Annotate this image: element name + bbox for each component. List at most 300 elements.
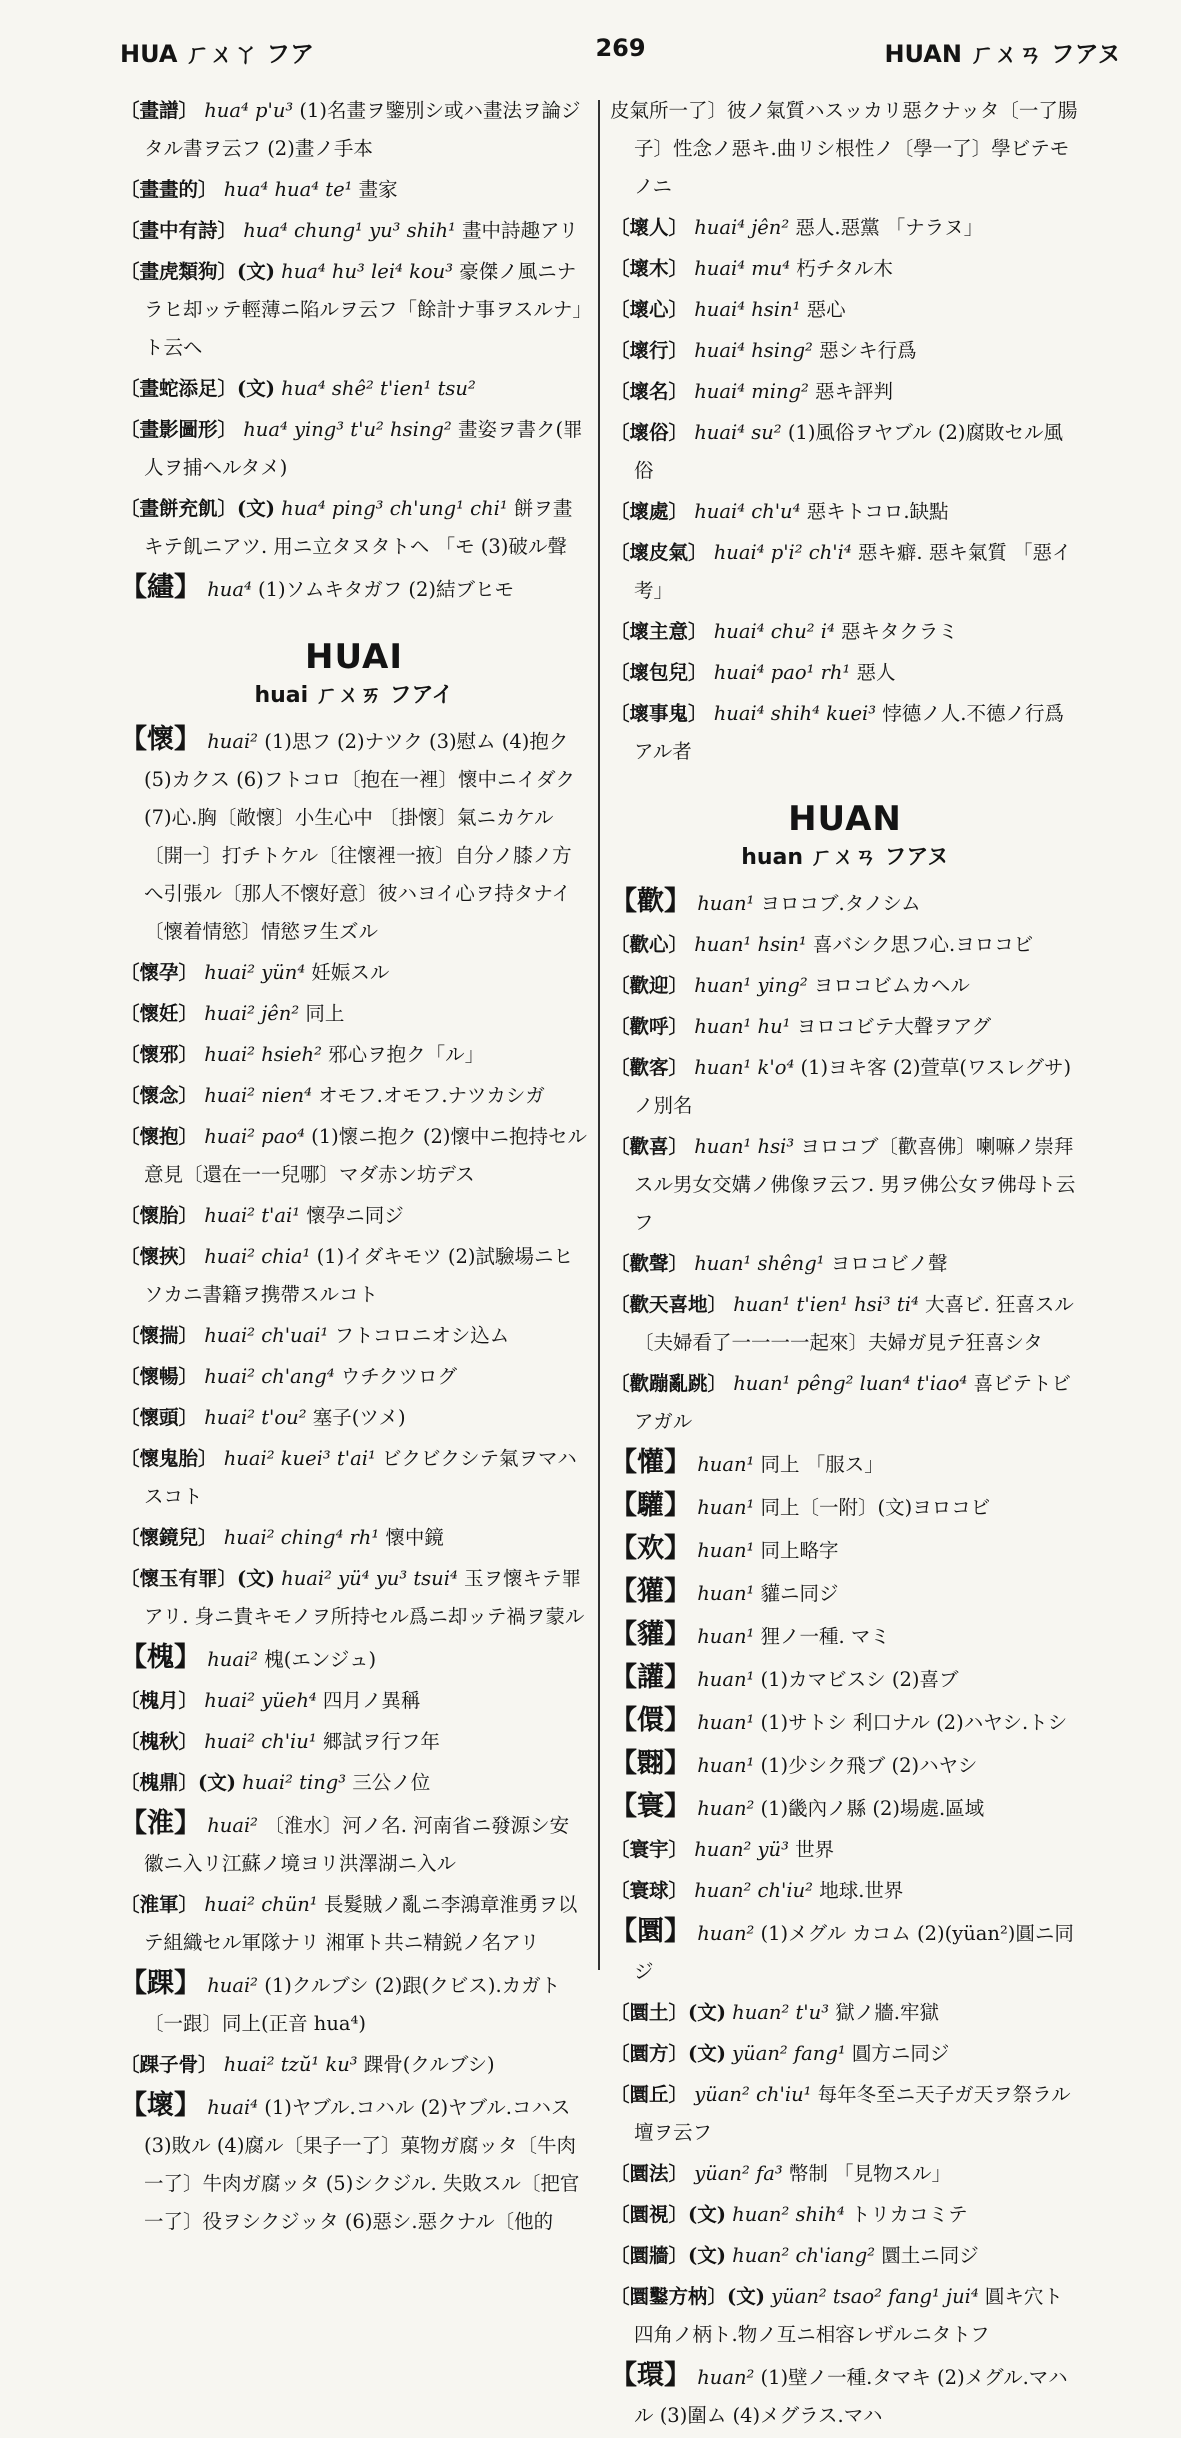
dictionary-entry (120, 411, 588, 487)
entry-romanization: huai² (207, 1974, 259, 1997)
entry-definition: 朽チタル木 (796, 257, 893, 280)
right-column (610, 92, 1080, 2438)
dictionary-entry (120, 2046, 588, 2084)
entry-headword: 〔圜丘〕 (610, 2083, 689, 2106)
entry-headword: 〔畫蛇添足〕(文) (120, 377, 275, 400)
entry-headword: 〔畫畫的〕 (120, 178, 218, 201)
entry-romanization: huan² yü³ (694, 1838, 789, 1861)
entry-romanization: huai² ch'uai¹ (204, 1324, 329, 1347)
entry-headword: 【貛】 (610, 1619, 691, 1650)
entry-romanization: hua⁴ ping³ ch'ung¹ chi¹ (281, 497, 508, 520)
entry-definition: 同上 「服ス」 (760, 1453, 884, 1476)
entry-definition: 每年冬至ニ天子ガ天ヲ祭ラル壇ヲ云フ (634, 2083, 1071, 2144)
section-heading-huan (610, 797, 1080, 875)
entry-romanization: huai² ch'ang⁴ (204, 1365, 335, 1388)
dictionary-entry (610, 1573, 1080, 1613)
dictionary-entry (610, 1128, 1080, 1242)
entry-definition: 惡人 (856, 661, 896, 684)
entry-headword: 【寰】 (610, 1791, 691, 1822)
entry-definition: (1)壁ノ一種.タマキ (2)メグル.マハル (3)圍ム (4)メグラス.マハ (634, 2366, 1068, 2427)
entry-definition: 槐(エンジュ) (264, 1648, 377, 1671)
dictionary-entry (120, 1764, 588, 1802)
entry-definition: 塞子(ツメ) (312, 1406, 406, 1429)
entry-romanization: huai⁴ ming² (694, 380, 809, 403)
entry-headword: 〔懷暢〕 (120, 1365, 199, 1388)
entry-definition: ヨロコブ〔歡喜佛〕喇嘛ノ崇拜スル男女交媾ノ佛像ヲ云フ. 男ヲ佛公女ヲ佛母ト云フ (634, 1135, 1076, 1234)
entry-headword: 〔壞包兒〕 (610, 661, 708, 684)
entry-headword: 〔懷鏡兒〕 (120, 1526, 218, 1549)
entry-headword: 〔懷念〕 (120, 1084, 199, 1107)
entry-headword: 〔槐月〕 (120, 1689, 199, 1712)
entry-definition: オモフ.オモフ.ナツカシガ (318, 1084, 545, 1107)
entry-definition: 圓方ニ同ジ (851, 2042, 950, 2065)
dictionary-entry (120, 1682, 588, 1720)
entry-romanization: huan¹ (697, 1711, 755, 1734)
entry-headword: 〔懷挾〕 (120, 1245, 199, 1268)
entry-romanization: huai² nien⁴ (204, 1084, 312, 1107)
dictionary-entry (610, 654, 1080, 692)
entry-definition: 懷中鏡 (385, 1526, 444, 1549)
dictionary-entry (120, 1723, 588, 1761)
entry-headword: 〔寰宇〕 (610, 1838, 689, 1861)
dictionary-entry (120, 370, 588, 408)
entry-headword: 〔圜鑿方枘〕(文) (610, 2285, 765, 2308)
dictionary-entry (610, 2035, 1080, 2073)
dictionary-entry (120, 253, 588, 367)
entry-definition: 四月ノ異稱 (322, 1689, 421, 1712)
entry-definition: (1)イダキモツ (2)試驗場ニヒソカニ書籍ヲ携帶スルコト (144, 1245, 574, 1306)
dictionary-entry (610, 1745, 1080, 1785)
entry-romanization: hua⁴ hua⁴ te¹ (223, 178, 353, 201)
entry-romanization: huai² pao⁴ (204, 1125, 305, 1148)
dictionary-entry (120, 1238, 588, 1314)
entry-headword: 【讙】 (610, 1662, 691, 1693)
entry-headword: 〔壞事鬼〕 (610, 702, 708, 725)
entry-headword: 〔歡客〕 (610, 1056, 689, 1079)
entry-headword: 〔壞人〕 (610, 216, 689, 239)
entry-headword: 【懷】 (120, 724, 201, 755)
page-header (120, 34, 1121, 74)
entry-definition: 獄ノ牆.牢獄 (835, 2001, 939, 2024)
dictionary-entry (610, 613, 1080, 651)
entry-headword: 〔圜土〕(文) (610, 2001, 726, 2024)
section-subtitle: huai ㄏㄨㄞ フアイ (254, 683, 454, 708)
dictionary-entry (610, 1994, 1080, 2032)
dictionary-entry (120, 1317, 588, 1355)
entry-romanization: hua⁴ hu³ lei⁴ kou³ (281, 260, 454, 283)
entry-headword: 〔圜法〕 (610, 2162, 689, 2185)
entry-definition: 喜バシク思フ心.ヨロコビ (812, 933, 1034, 956)
entry-headword: 【環】 (610, 2360, 691, 2391)
dictionary-entry (610, 1487, 1080, 1527)
entry-headword: 〔壞名〕 (610, 380, 689, 403)
entry-definition: (1)ヨキ客 (2)萱草(ワスレグサ)ノ別名 (634, 1056, 1072, 1117)
entry-romanization: hua⁴ ying³ t'u² hsing² (243, 418, 452, 441)
entry-definition: (1)クルブシ (2)跟(クビス).カガト〔一跟〕同上(正音 hua⁴) (144, 1974, 561, 2035)
entry-definition: 世界 (795, 1838, 835, 1861)
entry-headword: 〔畫虎類狗〕(文) (120, 260, 275, 283)
dictionary-entry (610, 1365, 1080, 1441)
entry-definition: (1)思フ (2)ナツク (3)慰ム (4)抱ク (5)カクス (6)フトコロ〔抱在一裡〕懷中ニイダク (7)心.胸〔敞懷〕小生心中 〔掛懷〕氣ニカケル〔開一〕打チトケル〔往懷裡一掖〕自分ノ膝ノ方へ引張ル〔那人不懷好意〕彼ハヨイ心ヲ持タナイ〔懷着情慾〕情慾ヲ生ズル (144, 730, 575, 943)
entry-romanization: huai² yü⁴ yu³ tsui⁴ (281, 1567, 458, 1590)
entry-definition: 懷孕ニ同ジ (306, 1204, 404, 1227)
entry-romanization: hua⁴ shê² t'ien¹ tsu² (281, 377, 476, 400)
entry-definition: 幣制 「見物スル」 (788, 2162, 952, 2185)
entry-definition: 畫姿ヲ書ク(罪人ヲ捕ヘルタメ) (144, 418, 583, 479)
entry-definition: 邪心ヲ抱ク「ル」 (328, 1043, 485, 1066)
entry-romanization: huan² ch'iu² (694, 1879, 813, 1902)
entry-romanization: huan¹ pêng² luan⁴ t'iao⁴ (733, 1372, 968, 1395)
entry-definition: 踝骨(クルブシ) (363, 2053, 495, 2076)
entry-romanization: huan¹ (697, 1754, 755, 1777)
entry-definition: 圜土ニ同ジ (881, 2244, 979, 2267)
entry-romanization: huan¹ (697, 1453, 755, 1476)
entry-headword: 〔壞處〕 (610, 500, 689, 523)
dictionary-entry (120, 1639, 588, 1679)
dictionary-entry (120, 1560, 588, 1636)
entry-definition: (1)少シク飛ブ (2)ハヤシ (760, 1754, 978, 1777)
dictionary-entry (120, 171, 588, 209)
entry-romanization: yüan² fa³ (694, 2162, 783, 2185)
dictionary-entry (120, 1965, 588, 2043)
entry-definition: 畫家 (358, 178, 398, 201)
entry-definition: 悖德ノ人.不德ノ行爲アル者 (634, 702, 1064, 763)
entry-headword: 【驩】 (610, 1490, 691, 1521)
entry-headword: 〔壞俗〕 (610, 421, 689, 444)
entry-headword: 〔畫餅充飢〕(文) (120, 497, 275, 520)
entry-romanization: yüan² ch'iu¹ (694, 2083, 812, 2106)
entry-definition: 〔淮水〕河ノ名. 河南省ニ發源シ安徽ニ入リ江蘇ノ境ヨリ洪澤湖ニ入ル (144, 1814, 570, 1875)
dictionary-entry (610, 1702, 1080, 1742)
entry-definition: 同上〔一附〕(文)ヨロコビ (760, 1496, 991, 1519)
entry-definition: 惡キ評判 (815, 380, 894, 403)
entry-romanization: huan¹ (697, 1496, 755, 1519)
dictionary-entry (120, 1519, 588, 1557)
entry-definition: (1)ヤブル.コハル (2)ヤブル.コハス (3)敗ル (4)腐ル〔果子一了〕菓物ガ腐ッタ〔牛肉一了〕牛肉ガ腐ッタ (5)シクジル. 失敗スル〔把官一了〕役ヲシクジッタ (6)惡シ.惡クナル〔他的 (144, 2096, 580, 2233)
entry-headword: 【歡】 (610, 886, 691, 917)
dictionary-entry (120, 92, 588, 168)
entry-romanization: huai⁴ chu² i⁴ (713, 620, 835, 643)
column-divider (598, 100, 600, 1970)
entry-romanization: huan² shih⁴ (732, 2203, 845, 2226)
dictionary-entry (610, 1659, 1080, 1699)
dictionary-entry (610, 2357, 1080, 2435)
dictionary-entry (610, 250, 1080, 288)
entry-romanization: huai² (207, 1648, 259, 1671)
entry-romanization: huai² tzŭ¹ ku³ (223, 2053, 358, 2076)
dictionary-entry (120, 1805, 588, 1883)
entry-headword: 〔懷孕〕 (120, 961, 199, 984)
dictionary-entry (120, 569, 588, 609)
entry-definition: (1)懷ニ抱ク (2)懷中ニ抱持セル意見〔還在一一兒哪〕マダ赤ン坊デス (144, 1125, 588, 1186)
entry-romanization: huai⁴ shih⁴ kuei³ (713, 702, 877, 725)
dictionary-entry (120, 1399, 588, 1437)
entry-definition: 圓キ穴ト四角ノ柄ト.物ノ互ニ相容レザルニタトフ (634, 2285, 1063, 2346)
entries-huai (120, 721, 588, 2241)
section-subtitle: huan ㄏㄨㄢ フアヌ (741, 845, 949, 870)
entry-headword: 〔懷妊〕 (120, 1002, 199, 1025)
entry-romanization: huan² t'u³ (732, 2001, 830, 2024)
entry-romanization: huan² (697, 1922, 755, 1945)
entry-headword: 〔壞木〕 (610, 257, 689, 280)
entry-romanization: huai⁴ mu⁴ (694, 257, 791, 280)
entry-definition: ヨロコブ.タノシム (760, 892, 921, 915)
entry-romanization: huai⁴ p'i² ch'i⁴ (713, 541, 852, 564)
entry-headword: 〔歡呼〕 (610, 1015, 689, 1038)
entry-headword: 〔圜視〕(文) (610, 2203, 726, 2226)
dictionary-entry (610, 1008, 1080, 1046)
entry-headword: 〔懷揣〕 (120, 1324, 199, 1347)
entry-definition: フトコロニオシ込ム (334, 1324, 510, 1347)
dictionary-entry (610, 967, 1080, 1005)
dictionary-entry (610, 926, 1080, 964)
entry-headword: 【踝】 (120, 1968, 201, 1999)
dictionary-entry (610, 1049, 1080, 1125)
dictionary-entry (610, 1831, 1080, 1869)
entry-romanization: huai² chia¹ (204, 1245, 311, 1268)
entry-romanization: huai⁴ su² (694, 421, 782, 444)
entry-romanization: huai² kuei³ t'ai¹ (223, 1447, 376, 1470)
entry-headword: 〔歡聲〕 (610, 1252, 689, 1275)
dictionary-entry (610, 883, 1080, 923)
entry-headword: 〔歡心〕 (610, 933, 689, 956)
entry-romanization: hua⁴ chung¹ yu³ shih¹ (243, 219, 456, 242)
entry-headword: 【圜】 (610, 1916, 691, 1947)
section-title: HUAI (305, 637, 403, 677)
entry-headword: 【懽】 (610, 1447, 691, 1478)
entry-romanization: huan¹ hsi³ (694, 1135, 795, 1158)
dictionary-entry (120, 721, 588, 951)
entry-romanization: huan² (697, 2366, 755, 2389)
entry-romanization: huan² ch'iang² (732, 2244, 876, 2267)
entry-headword: 〔壞皮氣〕 (610, 541, 708, 564)
entry-romanization: huai² t'ou² (204, 1406, 307, 1429)
entry-definition: (1)メグル カコム (2)(yüan²)圓ニ同ジ (634, 1922, 1074, 1983)
entry-definition: 餅ヲ畫キテ飢ニアツ. 用ニ立タヌタトヘ 「モ (3)破ル聲 (144, 497, 573, 558)
dictionary-entry (120, 1036, 588, 1074)
entry-headword: 〔畫影圖形〕 (120, 418, 238, 441)
entry-headword: 【獾】 (610, 1576, 691, 1607)
entry-romanization: huai² (207, 730, 259, 753)
entry-definition: 同上略字 (760, 1539, 839, 1562)
entry-headword: 〔懷頭〕 (120, 1406, 199, 1429)
entry-romanization: yüan² tsao² fang¹ jui⁴ (771, 2285, 979, 2308)
entry-definition: 三公ノ位 (352, 1771, 431, 1794)
entry-definition: ウチクツログ (340, 1365, 457, 1388)
entry-headword: 〔圜牆〕(文) (610, 2244, 726, 2267)
entry-romanization: huan¹ (697, 1582, 755, 1605)
entry-definition: 皮氣所一了〕彼ノ氣質ハスッカリ惡クナッタ〔一了腸子〕性念ノ惡キ.曲リシ根性ノ〔學一了〕學ビテモノニ (610, 99, 1078, 198)
entry-headword: 〔槐秋〕 (120, 1730, 199, 1753)
entry-definition: 喜ビテトビアガル (634, 1372, 1071, 1433)
dictionary-entry (610, 2076, 1080, 2152)
dictionary-entry (610, 2196, 1080, 2234)
entry-romanization: huan¹ (697, 1625, 755, 1648)
entry-definition: (1)風俗ヲヤブル (2)腐敗セル風俗 (634, 421, 1063, 482)
dictionary-entry (610, 332, 1080, 370)
entry-headword: 【儇】 (610, 1705, 691, 1736)
entry-headword: 【壞】 (120, 2090, 201, 2121)
section-title: HUAN (788, 799, 902, 839)
entry-romanization: huan¹ ying² (694, 974, 808, 997)
entry-definition: 狸ノ一種. マミ (760, 1625, 890, 1648)
entry-romanization: huan¹ (697, 1668, 755, 1691)
entry-romanization: huai² ch'iu¹ (204, 1730, 317, 1753)
entry-romanization: huan¹ k'o⁴ (694, 1056, 795, 1079)
entry-romanization: huai² chün¹ (204, 1893, 318, 1916)
dictionary-entry (610, 493, 1080, 531)
entry-definition: 長髮賊ノ亂ニ李鴻章淮勇ヲ以テ組織セル軍隊ナリ 湘軍ト共ニ精鋭ノ名アリ (144, 1893, 578, 1954)
entry-definition: トリカコミテ (850, 2203, 968, 2226)
dictionary-entry (610, 695, 1080, 771)
section-heading-huai (120, 635, 588, 713)
entries-huai-continued (610, 92, 1080, 771)
entry-romanization: huan² (697, 1797, 755, 1820)
entry-romanization: hua⁴ (207, 578, 252, 601)
entry-definition: 惡キトコロ.缺點 (806, 500, 949, 523)
dictionary-entry (610, 209, 1080, 247)
entry-headword: 〔懷邪〕 (120, 1043, 199, 1066)
entry-headword: 〔懷玉有罪〕(文) (120, 1567, 275, 1590)
entry-headword: 〔歡喜〕 (610, 1135, 689, 1158)
dictionary-entry (610, 1530, 1080, 1570)
entry-headword: 〔懷胎〕 (120, 1204, 199, 1227)
entry-definition: 玉ヲ懷キテ罪アリ. 身ニ貴キモノヲ所持セル爲ニ却ッテ禍ヲ蒙ル (144, 1567, 585, 1628)
entry-headword: 〔壞行〕 (610, 339, 689, 362)
entry-romanization: huai⁴ (207, 2096, 259, 2119)
entry-headword: 〔淮軍〕 (120, 1893, 199, 1916)
entry-definition: 惡シキ行爲 (819, 339, 917, 362)
entry-headword: 〔踝子骨〕 (120, 2053, 218, 2076)
entry-definition: 惡キ癖. 惡キ氣質 「惡イ考」 (634, 541, 1072, 602)
entry-headword: 【繣】 (120, 572, 201, 603)
entry-headword: 〔歡迎〕 (610, 974, 689, 997)
running-head-left: HUA ㄏㄨㄚ フア (120, 40, 315, 68)
entry-romanization: huai⁴ hsin¹ (694, 298, 801, 321)
entry-headword: 【翾】 (610, 1748, 691, 1779)
entry-romanization: huan¹ hu¹ (694, 1015, 791, 1038)
dictionary-entry (120, 490, 588, 566)
entry-romanization: huai⁴ pao¹ rh¹ (713, 661, 851, 684)
entry-definition: (1)カマビスシ (2)喜ブ (760, 1668, 959, 1691)
dictionary-entry (610, 2155, 1080, 2193)
entry-romanization: hua⁴ p'u³ (204, 99, 294, 122)
entry-headword: 〔歡天喜地〕 (610, 1293, 728, 1316)
dictionary-entry (120, 954, 588, 992)
entry-headword: 〔懷抱〕 (120, 1125, 199, 1148)
dictionary-entry (610, 1245, 1080, 1283)
dictionary-entry (610, 291, 1080, 329)
entries-huan (610, 883, 1080, 2435)
entry-definition: 惡心 (806, 298, 846, 321)
dictionary-entry (120, 212, 588, 250)
entry-romanization: huan¹ (697, 1539, 755, 1562)
dictionary-entry (610, 92, 1080, 206)
entry-definition: 惡キタクラミ (841, 620, 958, 643)
dictionary-entry (610, 1788, 1080, 1828)
entry-headword: 〔槐鼎〕(文) (120, 1771, 236, 1794)
entry-definition: ヨロコビムカヘル (813, 974, 970, 997)
dictionary-entry (610, 1444, 1080, 1484)
entry-romanization: huan¹ (697, 892, 755, 915)
entry-headword: 〔壞心〕 (610, 298, 689, 321)
dictionary-entry (610, 373, 1080, 411)
entry-romanization: huai⁴ jên² (694, 216, 790, 239)
dictionary-entry (610, 534, 1080, 610)
entry-romanization: huan¹ shêng¹ (694, 1252, 825, 1275)
dictionary-entry (120, 1440, 588, 1516)
dictionary-entry (610, 1872, 1080, 1910)
entry-headword: 〔懷鬼胎〕 (120, 1447, 218, 1470)
entry-definition: ビクビクシテ氣ヲマハスコト (144, 1447, 577, 1508)
dictionary-entry (610, 1286, 1080, 1362)
entry-definition: (1)名畫ヲ鑒別シ或ハ畫法ヲ論ジタル書ヲ云フ (2)畫ノ手本 (144, 99, 581, 160)
entries-hua-continued (120, 92, 588, 609)
dictionary-entry (120, 1197, 588, 1235)
entry-definition: 豪傑ノ風ニナラヒ却ッテ輕薄ニ陷ルヲ云フ「餘計ナ事ヲスルナ」ト云ヘ (144, 260, 583, 359)
entry-headword: 【槐】 (120, 1642, 201, 1673)
entry-headword: 【欢】 (610, 1533, 691, 1564)
dictionary-entry (120, 1077, 588, 1115)
entry-romanization: huai² ting³ (242, 1771, 347, 1794)
dictionary-entry (120, 1886, 588, 1962)
page-number: 269 (595, 34, 646, 62)
entry-romanization: huai² (207, 1814, 259, 1837)
entry-definition: (1)畿內ノ縣 (2)場處.區域 (760, 1797, 985, 1820)
entry-definition: 地球.世界 (819, 1879, 904, 1902)
entry-romanization: huai² ching⁴ rh¹ (223, 1526, 380, 1549)
entry-romanization: huan¹ hsin¹ (694, 933, 807, 956)
left-column (120, 92, 588, 2244)
entry-definition: 畫中詩趣アリ (462, 219, 579, 242)
dictionary-entry (610, 1616, 1080, 1656)
entry-headword: 〔圜方〕(文) (610, 2042, 726, 2065)
dictionary-entry (610, 2278, 1080, 2354)
entry-headword: 〔歡蹦亂跳〕 (610, 1372, 728, 1395)
dictionary-entry (610, 414, 1080, 490)
dictionary-entry (610, 1913, 1080, 1991)
entry-headword: 【淮】 (120, 1808, 201, 1839)
entry-definition: 郷試ヲ行フ年 (322, 1730, 440, 1753)
dictionary-entry (120, 995, 588, 1033)
entry-definition: ヨロコビノ聲 (830, 1252, 948, 1275)
entry-romanization: huai² hsieh² (204, 1043, 322, 1066)
entry-definition: (1)ソムキタガフ (2)結ブヒモ (257, 578, 515, 601)
running-head-right: HUAN ㄏㄨㄢ フアヌ (884, 40, 1121, 68)
entry-romanization: huai² t'ai¹ (204, 1204, 301, 1227)
entry-definition: 妊娠スル (311, 961, 390, 984)
entry-headword: 〔壞主意〕 (610, 620, 708, 643)
entry-definition: 大喜ビ. 狂喜スル〔夫婦看了一一一一起來〕夫婦ガ見テ狂喜シタ (634, 1293, 1074, 1354)
entry-romanization: huai² yün⁴ (204, 961, 306, 984)
entry-romanization: yüan² fang¹ (732, 2042, 846, 2065)
dictionary-entry (610, 2237, 1080, 2275)
entry-definition: 同上 (305, 1002, 345, 1025)
entry-definition: 貛ニ同ジ (760, 1582, 839, 1605)
dictionary-entry (120, 1118, 588, 1194)
dictionary-entry (120, 1358, 588, 1396)
entry-headword: 〔寰球〕 (610, 1879, 689, 1902)
entry-romanization: huai⁴ hsing² (694, 339, 813, 362)
entry-romanization: huan¹ t'ien¹ hsi³ ti⁴ (733, 1293, 919, 1316)
dictionary-entry (120, 2087, 588, 2241)
entry-headword: 〔畫中有詩〕 (120, 219, 238, 242)
entry-definition: 惡人.惡黨 「ナラヌ」 (795, 216, 984, 239)
entry-romanization: huai² yüeh⁴ (204, 1689, 317, 1712)
entry-definition: (1)サトシ 利口ナル (2)ハヤシ.トシ (760, 1711, 1068, 1734)
entry-romanization: huai⁴ ch'u⁴ (694, 500, 801, 523)
entry-headword: 〔畫譜〕 (120, 99, 199, 122)
